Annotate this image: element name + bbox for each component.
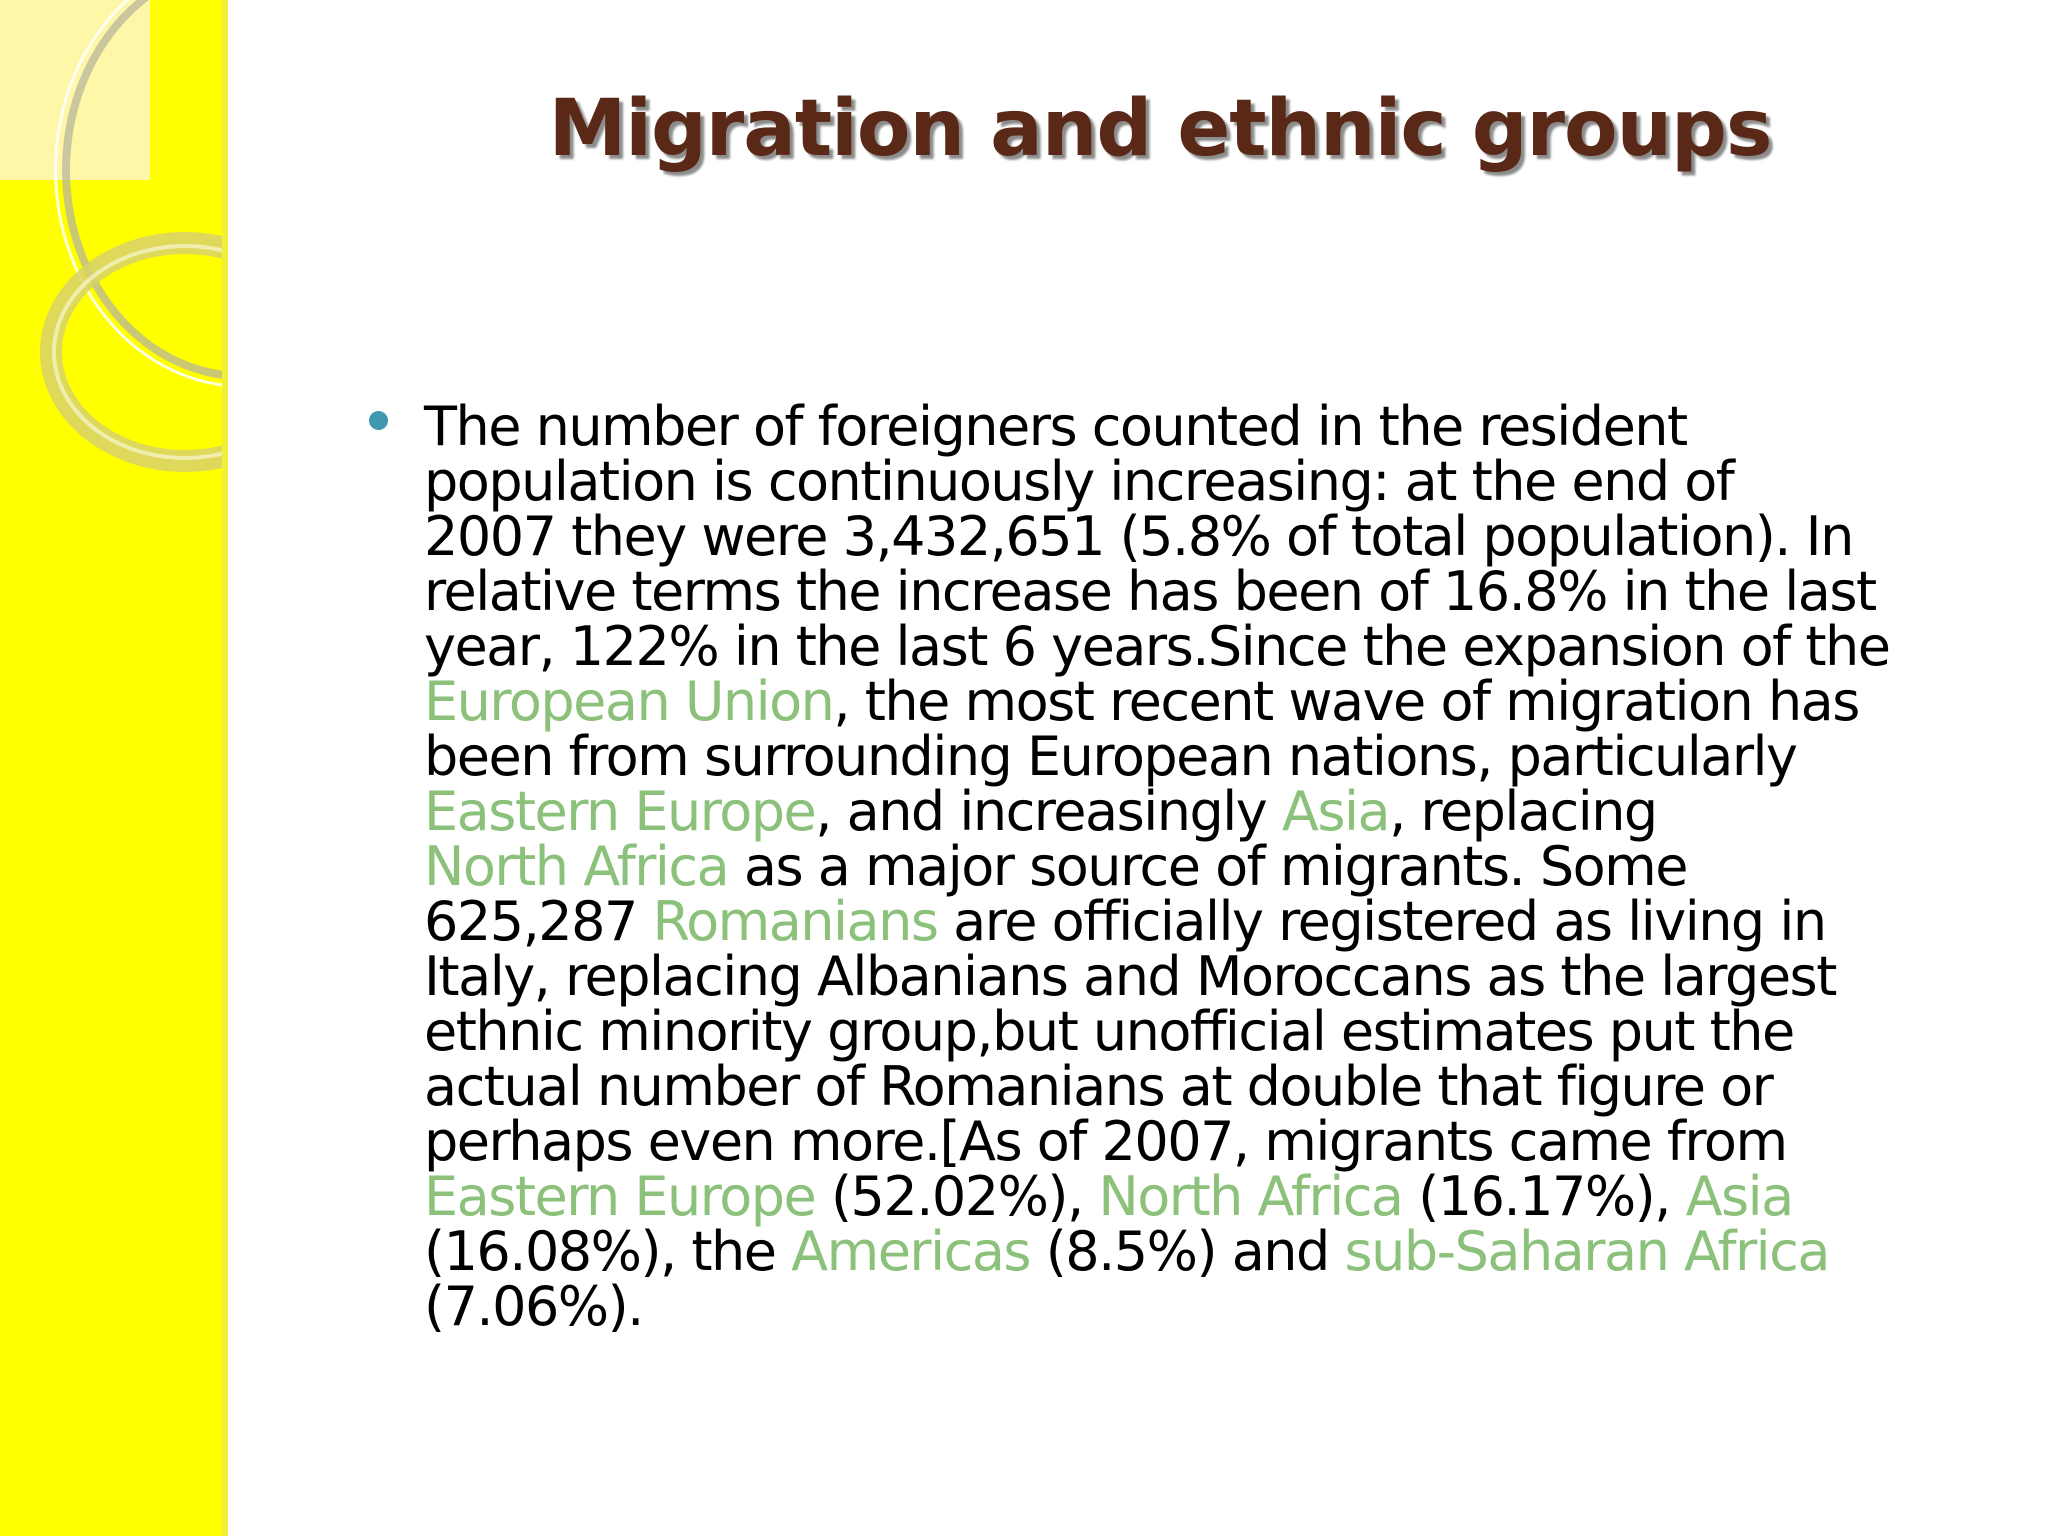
bullet-line	[424, 780, 2024, 843]
bullet-line	[424, 560, 2024, 623]
hyperlink[interactable]: European Union	[424, 670, 834, 733]
text-segment: as a major source of migrants. Some	[728, 835, 1688, 898]
bullet-line	[424, 505, 2024, 568]
hyperlink[interactable]: Eastern Europe	[424, 1165, 816, 1228]
bullet-dot-icon	[369, 411, 388, 430]
bullet-line	[424, 1055, 2024, 1118]
text-segment: , and increasingly	[815, 780, 1282, 843]
text-segment: (52.02%),	[815, 1165, 1099, 1228]
bullet-line	[424, 1220, 2024, 1283]
bullet-line	[424, 725, 2024, 788]
decorative-side-band	[0, 0, 226, 1536]
bullet-line	[424, 670, 2024, 733]
bullet-line	[424, 395, 2024, 458]
hyperlink[interactable]: Americas	[791, 1220, 1031, 1283]
hyperlink[interactable]: Romanians	[652, 890, 938, 953]
slide-title: Migration and ethnic groups	[548, 84, 1772, 174]
bullet-line	[424, 945, 2024, 1008]
text-segment: year, 122% in the last 6 years.Since the expansion of the	[424, 615, 1890, 678]
text-segment: Italy, replacing Albanians and Moroccans as the largest	[424, 945, 1836, 1008]
text-segment: 625,287	[424, 890, 653, 953]
text-segment: (7.06%).	[424, 1275, 643, 1338]
text-segment: are officially registered as living in	[937, 890, 1826, 953]
text-segment: (16.08%), the	[424, 1220, 792, 1283]
text-segment: population is continuously increasing: at the end of	[424, 450, 1734, 513]
text-segment: been from surrounding European nations, particularly	[424, 725, 1797, 788]
text-segment: perhaps even more.[As of 2007, migrants came from	[424, 1110, 1787, 1173]
hyperlink[interactable]: sub-Saharan Africa	[1344, 1220, 1829, 1283]
text-segment: actual number of Romanians at double that figure or	[424, 1055, 1773, 1118]
text-segment: (8.5%) and	[1030, 1220, 1345, 1283]
text-segment: , the most recent wave of migration has	[833, 670, 1859, 733]
decorative-side-edge	[222, 0, 228, 1536]
hyperlink[interactable]: North Africa	[1098, 1165, 1403, 1228]
bullet-line	[424, 890, 2024, 953]
bullet-line	[424, 1275, 2024, 1338]
hyperlink[interactable]: Asia	[1685, 1165, 1793, 1228]
text-segment: (16.17%),	[1402, 1165, 1686, 1228]
text-segment: The number of foreigners counted in the resident	[424, 395, 1687, 458]
text-segment: relative terms the increase has been of 16.8% in the last	[424, 560, 1876, 623]
hyperlink[interactable]: Eastern Europe	[424, 780, 816, 843]
text-segment: , replacing	[1389, 780, 1657, 843]
bullet-line	[424, 835, 2024, 898]
bullet-line	[424, 450, 2024, 513]
bullet-line	[424, 1110, 2024, 1173]
text-segment: ethnic minority group,but unofficial estimates put the	[424, 1000, 1794, 1063]
bullet-line	[424, 1165, 2024, 1228]
hyperlink[interactable]: North Africa	[424, 835, 729, 898]
bullet-text	[424, 395, 2024, 1338]
bullet-line	[424, 615, 2024, 678]
hyperlink[interactable]: Asia	[1281, 780, 1390, 843]
bullet-line	[424, 1000, 2024, 1063]
text-segment: 2007 they were 3,432,651 (5.8% of total population). In	[424, 505, 1853, 568]
